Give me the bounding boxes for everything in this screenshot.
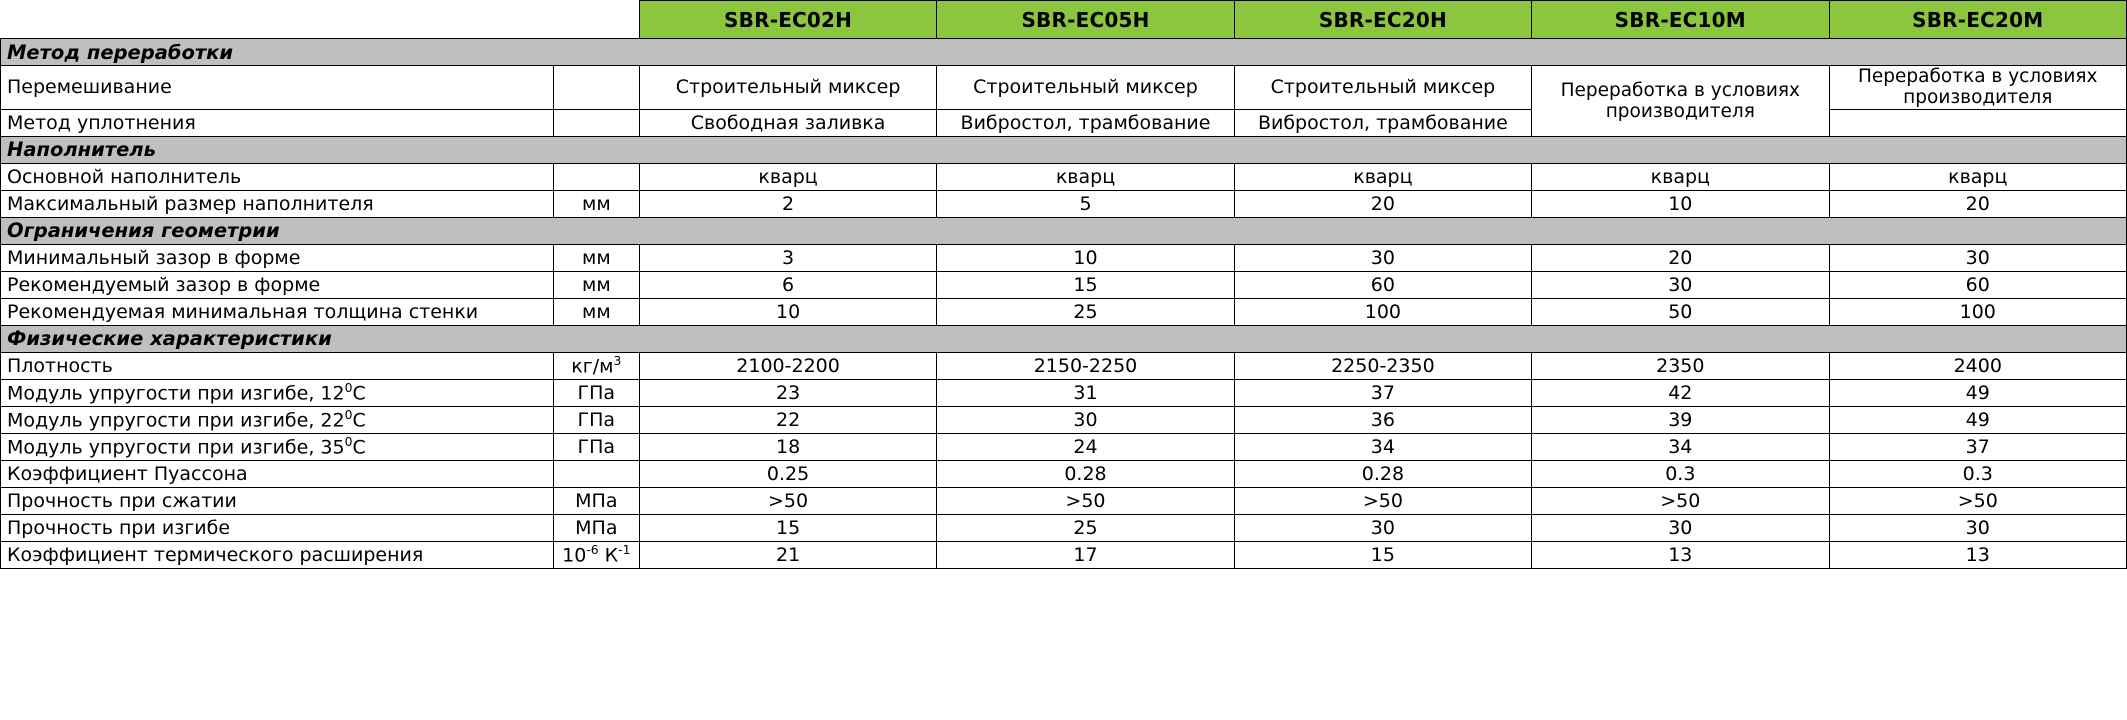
row-value: Вибростол, трамбование (1234, 109, 1531, 136)
row-value: 3 (639, 244, 936, 271)
row-value: кварц (639, 163, 936, 190)
header-blank-unit-cell (553, 1, 639, 39)
row-value: 13 (1829, 541, 2127, 568)
row-unit: МПа (553, 487, 639, 514)
row-value: 10 (1532, 190, 1829, 217)
table-row (1, 379, 2127, 406)
row-unit: мм (553, 244, 639, 271)
row-value: 0.3 (1532, 460, 1829, 487)
row-value: кварц (1532, 163, 1829, 190)
table-row (1, 271, 2127, 298)
product-header-2: SBR-EC05H (937, 1, 1234, 39)
table-row (1, 163, 2127, 190)
row-value: 49 (1829, 406, 2127, 433)
row-label: Коэффициент Пуассона (1, 460, 554, 487)
row-label: Максимальный размер наполнителя (1, 190, 554, 217)
row-value: 21 (639, 541, 936, 568)
row-value: 30 (937, 406, 1234, 433)
row-unit: ГПа (553, 379, 639, 406)
table-header-row (1, 1, 2127, 39)
row-value: >50 (1234, 487, 1531, 514)
row-value: >50 (639, 487, 936, 514)
row-unit: мм (553, 298, 639, 325)
row-value: 17 (937, 541, 1234, 568)
row-value: 0.25 (639, 460, 936, 487)
table-row (1, 190, 2127, 217)
row-value: 42 (1532, 379, 1829, 406)
table-row (1, 433, 2127, 460)
table-row (1, 66, 2127, 110)
row-unit: мм (553, 190, 639, 217)
row-value: >50 (937, 487, 1234, 514)
row-label: Прочность при изгибе (1, 514, 554, 541)
row-value: Свободная заливка (639, 109, 936, 136)
table-row (1, 352, 2127, 379)
row-value: 22 (639, 406, 936, 433)
row-unit (553, 109, 639, 136)
row-unit: $кг/м^3$ (553, 352, 639, 379)
row-value: 2400 (1829, 352, 2127, 379)
section-row (1, 39, 2127, 66)
row-value: 23 (639, 379, 936, 406)
table-row (1, 487, 2127, 514)
row-value: 34 (1532, 433, 1829, 460)
row-value: 2100-2200 (639, 352, 936, 379)
row-value: 49 (1829, 379, 2127, 406)
row-value: >50 (1532, 487, 1829, 514)
section-title: Наполнитель (1, 136, 2127, 163)
table-row (1, 406, 2127, 433)
row-value: Строительный миксер (937, 66, 1234, 110)
row-value: 15 (937, 271, 1234, 298)
row-value: 37 (1234, 379, 1531, 406)
section-row (1, 217, 2127, 244)
row-label: Модуль упругости при изгибе, $22^0С$ (1, 406, 554, 433)
row-value: 15 (639, 514, 936, 541)
row-label: Перемешивание (1, 66, 554, 110)
row-value: кварц (1829, 163, 2127, 190)
row-value: 60 (1234, 271, 1531, 298)
row-value: 20 (1234, 190, 1531, 217)
row-unit: $10^{-6}$ $К^{-1}$ (553, 541, 639, 568)
row-value: 0.28 (1234, 460, 1531, 487)
row-value: 36 (1234, 406, 1531, 433)
row-value: Вибростол, трамбование (937, 109, 1234, 136)
row-label: Прочность при сжатии (1, 487, 554, 514)
row-value (1829, 109, 2127, 136)
row-label: Минимальный зазор в форме (1, 244, 554, 271)
row-value: Строительный миксер (1234, 66, 1531, 110)
row-label: Модуль упругости при изгибе, $12^0С$ (1, 379, 554, 406)
row-value: 20 (1532, 244, 1829, 271)
row-value: 100 (1234, 298, 1531, 325)
row-value: 10 (937, 244, 1234, 271)
row-value: 31 (937, 379, 1234, 406)
row-unit: ГПа (553, 406, 639, 433)
row-value: 30 (1234, 514, 1531, 541)
row-value: 100 (1829, 298, 2127, 325)
row-value: 60 (1829, 271, 2127, 298)
row-value: 30 (1829, 514, 2127, 541)
row-label: Рекомендуемый зазор в форме (1, 271, 554, 298)
row-value: кварц (1234, 163, 1531, 190)
header-blank-name-cell (1, 1, 554, 39)
row-value: 13 (1532, 541, 1829, 568)
row-value: Строительный миксер (639, 66, 936, 110)
product-header-5: SBR-EC20M (1829, 1, 2127, 39)
row-value: 34 (1234, 433, 1531, 460)
row-value: 37 (1829, 433, 2127, 460)
row-value: 2350 (1532, 352, 1829, 379)
row-unit (553, 66, 639, 110)
product-header-3: SBR-EC20H (1234, 1, 1531, 39)
row-label: Модуль упругости при изгибе, $35^0С$ (1, 433, 554, 460)
row-value: 20 (1829, 190, 2127, 217)
row-value: 50 (1532, 298, 1829, 325)
row-value: 30 (1532, 271, 1829, 298)
product-header-4: SBR-EC10M (1532, 1, 1829, 39)
table-row (1, 298, 2127, 325)
row-value: 2250-2350 (1234, 352, 1531, 379)
row-value: 10 (639, 298, 936, 325)
row-value: 30 (1829, 244, 2127, 271)
row-value: 30 (1532, 514, 1829, 541)
row-label: Коэффициент термического расширения (1, 541, 554, 568)
row-unit: ГПа (553, 433, 639, 460)
row-value: 30 (1234, 244, 1531, 271)
section-title: Метод переработки (1, 39, 2127, 66)
section-row (1, 136, 2127, 163)
row-value: 25 (937, 514, 1234, 541)
row-value: 5 (937, 190, 1234, 217)
row-value: Переработка в условиях производителя (1829, 66, 2127, 110)
section-row (1, 325, 2127, 352)
row-value: кварц (937, 163, 1234, 190)
row-unit: МПа (553, 514, 639, 541)
row-label: Рекомендуемая минимальная толщина стенки (1, 298, 554, 325)
section-title: Ограничения геометрии (1, 217, 2127, 244)
table-row (1, 244, 2127, 271)
row-label: Метод уплотнения (1, 109, 554, 136)
row-value: 2 (639, 190, 936, 217)
table-row (1, 514, 2127, 541)
row-value: 18 (639, 433, 936, 460)
row-value: 25 (937, 298, 1234, 325)
row-value: Переработка в условиях производителя (1532, 66, 1829, 137)
row-value: >50 (1829, 487, 2127, 514)
table-row (1, 460, 2127, 487)
row-value: 0.3 (1829, 460, 2127, 487)
row-value: 0.28 (937, 460, 1234, 487)
row-value: 6 (639, 271, 936, 298)
product-header-1: SBR-EC02H (639, 1, 936, 39)
row-value: 2150-2250 (937, 352, 1234, 379)
row-label: Основной наполнитель (1, 163, 554, 190)
table-body (1, 1, 2127, 569)
row-value: 39 (1532, 406, 1829, 433)
row-value: 15 (1234, 541, 1531, 568)
row-value: 24 (937, 433, 1234, 460)
row-label: Плотность (1, 352, 554, 379)
row-unit (553, 163, 639, 190)
row-unit (553, 460, 639, 487)
table-row (1, 541, 2127, 568)
section-title: Физические характеристики (1, 325, 2127, 352)
row-unit: мм (553, 271, 639, 298)
